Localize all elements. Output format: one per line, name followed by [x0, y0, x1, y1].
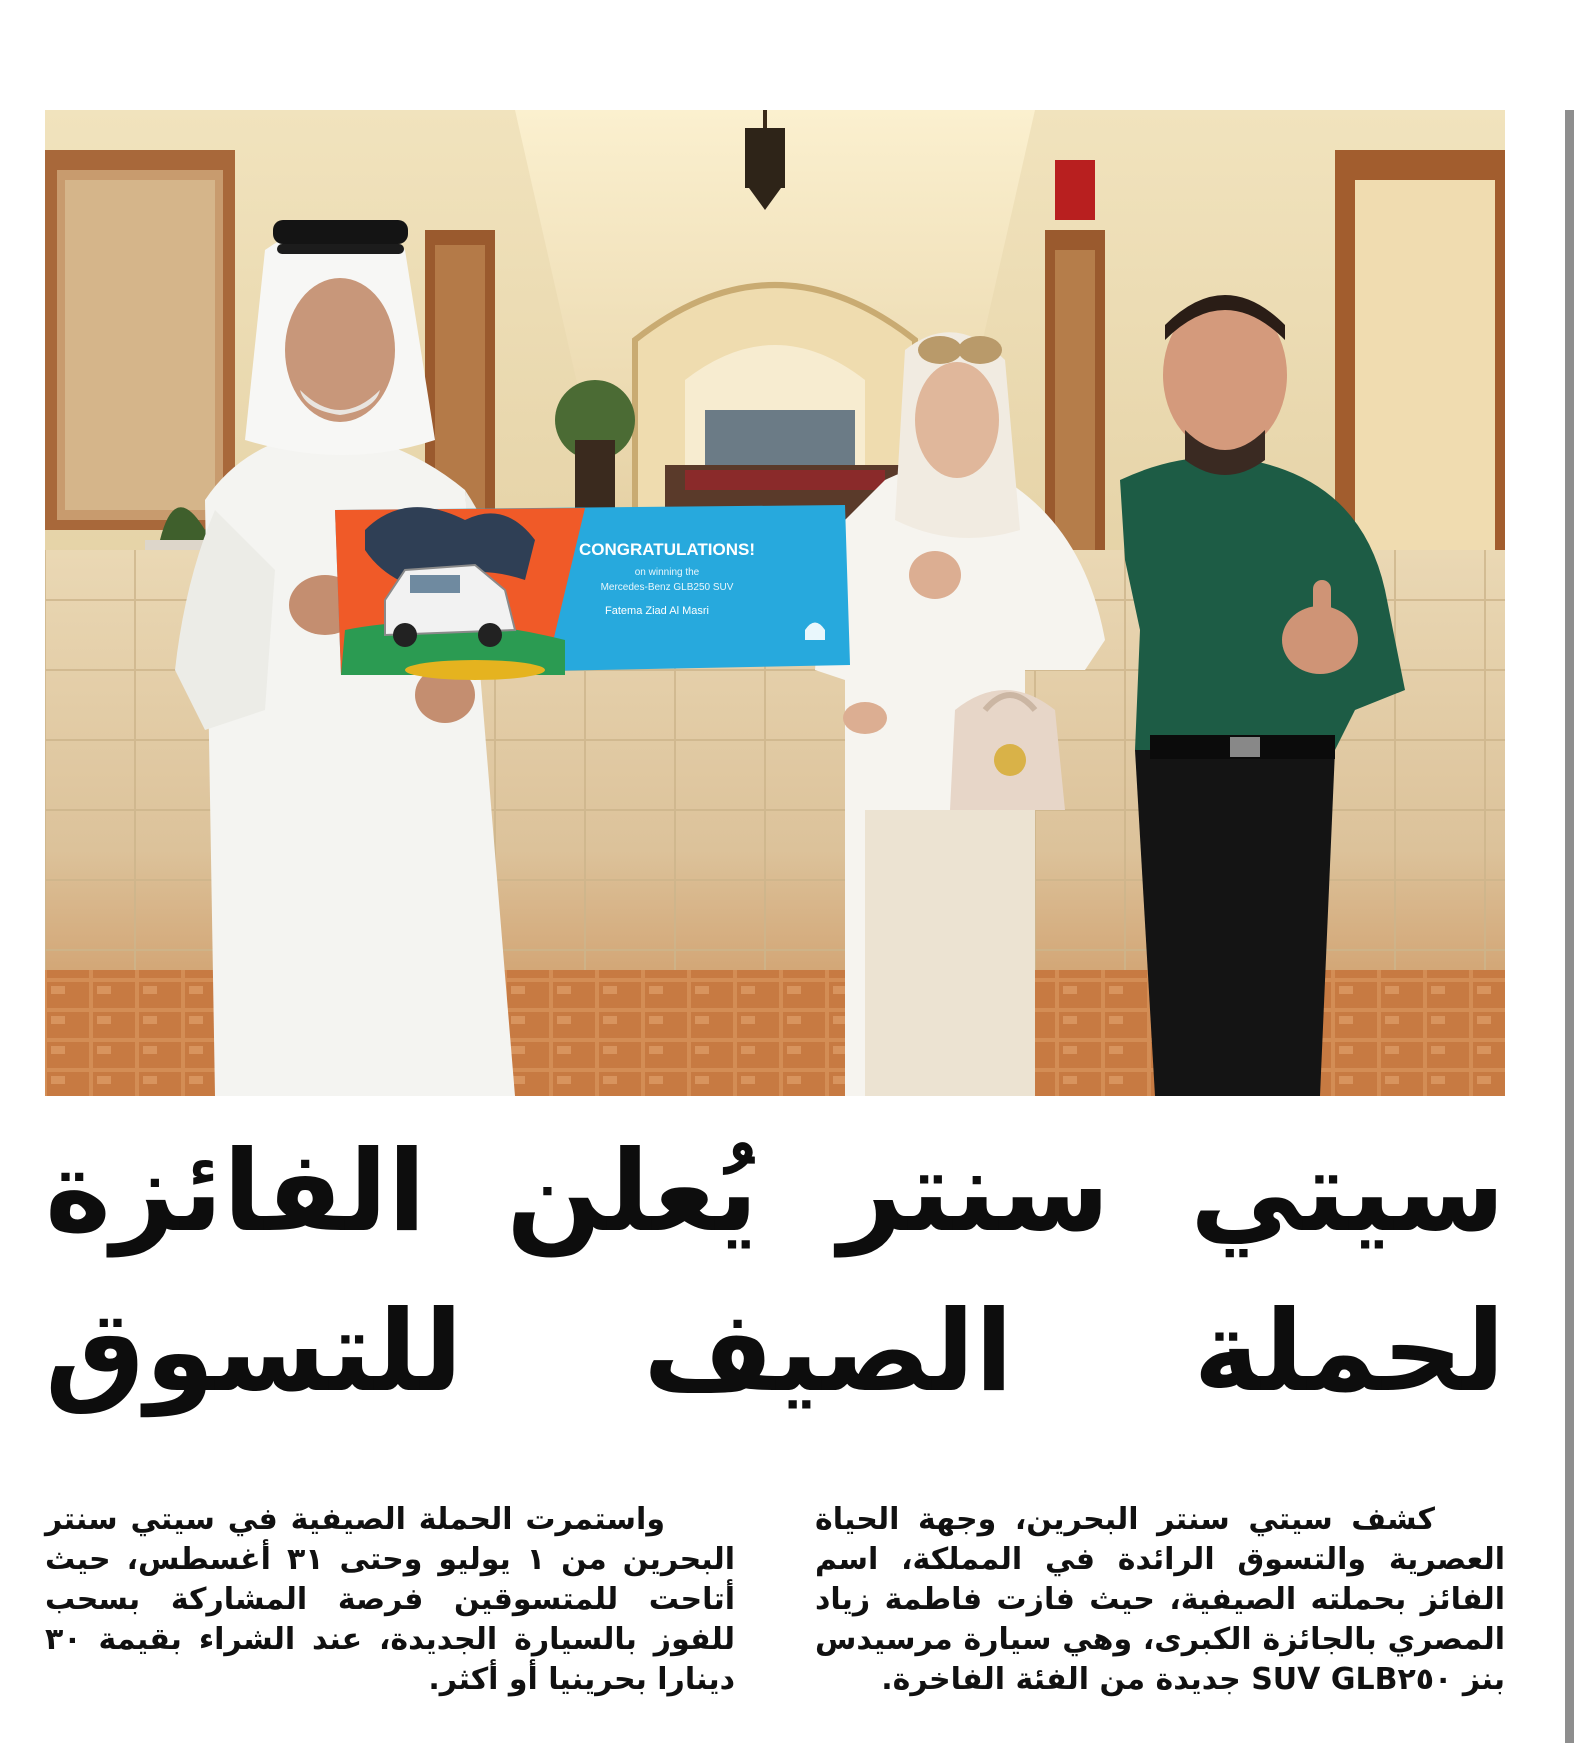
- banner-subline-1: on winning the: [634, 567, 700, 578]
- banner-subline-2: Mercedes-Benz GLB250 SUV: [600, 582, 734, 593]
- headline-line-2: لحملة الصيف للتسوق: [45, 1287, 1505, 1417]
- article-headline: [45, 1112, 1505, 1432]
- article-paragraph-2: واستمرت الحملة الصيفية في سيتي سنتر البحرين من ١ يوليو وحتى ٣١ أغسطس، حيث أتاحت للمتسوقين فرصة المشاركة بسحب للفوز بالسيارة الجديدة، عند الشراء بقيمة ٣٠ دينارا بحرينيا أو أكثر.: [45, 1502, 735, 1697]
- article-column-left: [45, 1500, 735, 1700]
- congratulations-banner: [335, 505, 850, 680]
- news-photo: [45, 110, 1505, 1096]
- headline-line-1: سيتي سنتر يُعلن الفائزة: [45, 1127, 1505, 1257]
- article-paragraph-1: كشف سيتي سنتر البحرين، وجهة الحياة العصرية والتسوق الرائدة في المملكة، اسم الفائز بحملته الصيفية، حيث فازت فاطمة زياد المصري بالجائزة الكبرى، وهي سيارة مرسيدس بنز SUV GLB٢٥٠ جديدة من الفئة الفاخرة.: [815, 1502, 1505, 1697]
- banner-winner-name: Fatema Ziad Al Masri: [605, 605, 709, 617]
- banner-heading: CONGRATULATIONS!: [579, 540, 755, 559]
- page-margin-rule: [1565, 110, 1574, 1743]
- article-column-right: [815, 1500, 1505, 1700]
